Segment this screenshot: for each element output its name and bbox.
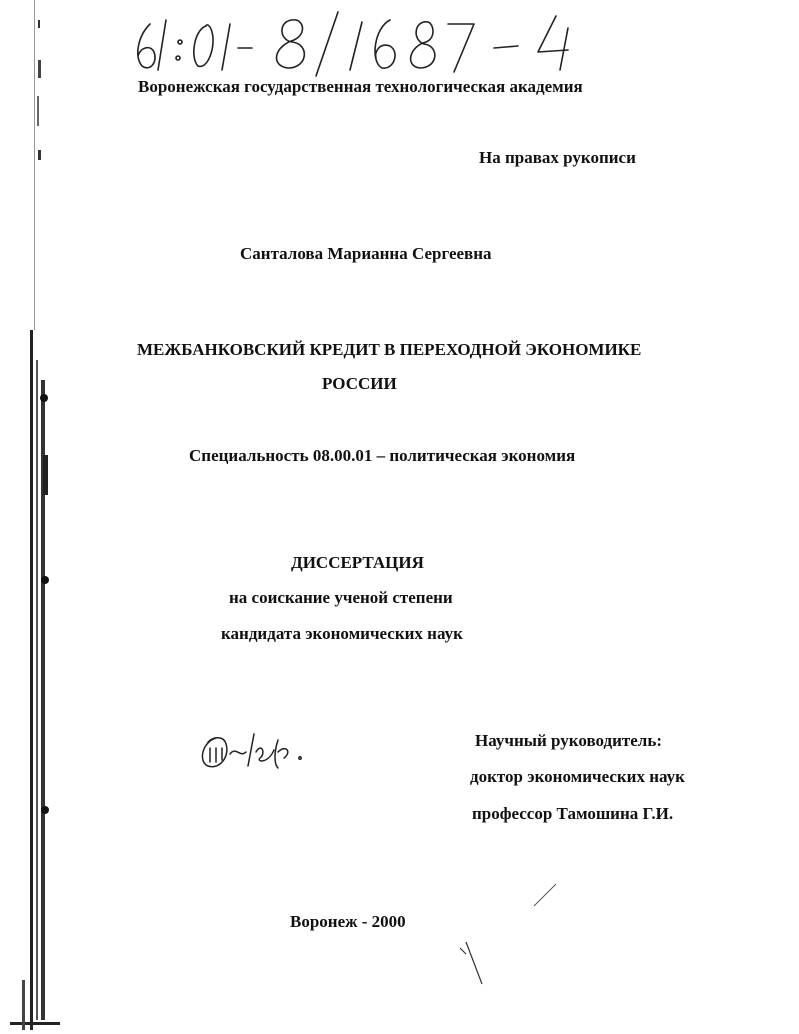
dissertation-title-line-1: МЕЖБАНКОВСКИЙ КРЕДИТ В ПЕРЕХОДНОЙ ЭКОНОМИКЕ — [137, 340, 642, 359]
author-name: Санталова Марианна Сергеевна — [240, 244, 492, 263]
supervisor-degree: доктор экономических наук — [470, 767, 685, 786]
stray-pen-mark — [452, 938, 492, 988]
institution-name: Воронежская государственная технологическая академия — [138, 77, 583, 96]
degree-line-2: кандидата экономических наук — [221, 624, 463, 643]
supervisor-name: профессор Тамошина Г.И. — [472, 804, 674, 823]
degree-line-1: на соискание ученой степени — [229, 588, 453, 607]
dissertation-title-line-2: РОССИИ — [322, 374, 397, 393]
rights-note: На правах рукописи — [479, 148, 636, 167]
specialty-line: Специальность 08.00.01 – политическая экономия — [189, 446, 576, 465]
city-year: Воронеж - 2000 — [290, 912, 406, 931]
handwritten-signature — [196, 728, 312, 774]
stray-pen-mark — [530, 880, 560, 910]
supervisor-label: Научный руководитель: — [475, 731, 662, 750]
document-type-heading: ДИССЕРТАЦИЯ — [291, 553, 424, 572]
handwritten-catalogue-number — [128, 6, 598, 78]
scan-binding-edge — [0, 0, 60, 1034]
